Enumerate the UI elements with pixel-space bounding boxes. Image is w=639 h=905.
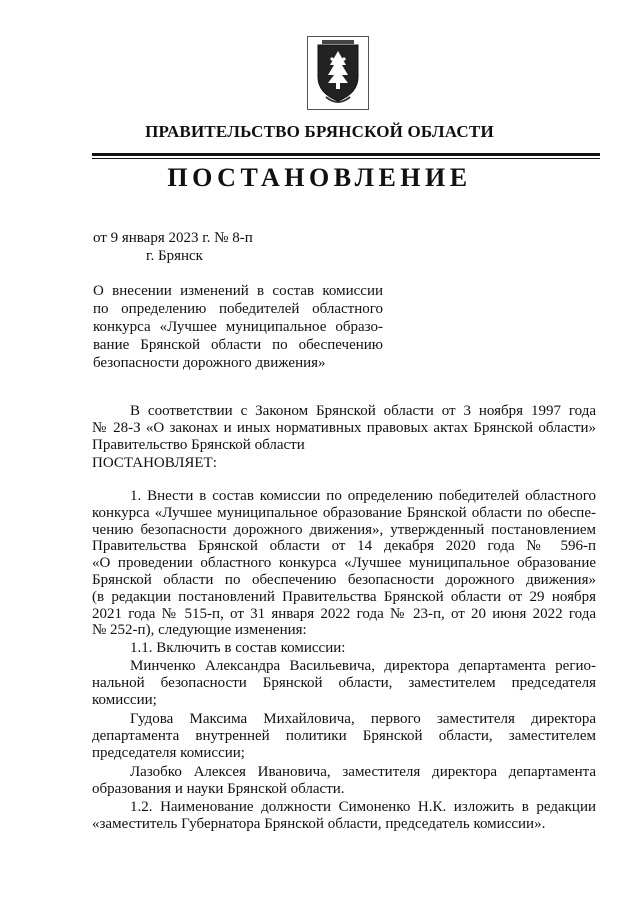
member-1-line: нальной безопасности Брянской области, заместителем председателя [92, 674, 596, 691]
item-1-1 [92, 640, 596, 657]
item-1 [92, 488, 596, 639]
item-1-line: Правительства Брянской области от 14 декабря 2020 года № 596-п [92, 538, 596, 555]
document-type-title: ПОСТАНОВЛЕНИЕ [167, 163, 472, 192]
member-1-line: Минченко Александра Васильевича, директора департамента регио- [130, 658, 596, 674]
item-1-2 [92, 799, 596, 833]
member-2-line: председателя комиссии; [92, 744, 245, 761]
item-1-line: «О проведении областного конкурса «Лучшее муниципальное образование [92, 555, 596, 572]
item-1-2-line: «заместитель Губернатора Брянской области, председатель комиссии». [92, 815, 546, 832]
commission-member-3 [92, 764, 596, 798]
preamble-line: № 28-З «О законах и иных нормативных правовых актах Брянской области» [92, 419, 596, 436]
document-date-number: от 9 января 2023 г. № 8-п [93, 230, 253, 246]
subject-line: вание Брянской области по обеспечению [93, 337, 383, 353]
subject-line: безопасности дорожного движения» [93, 355, 326, 371]
member-3-line: Лазобко Алексея Ивановича, заместителя директора департамента [130, 764, 596, 780]
member-1-line: комиссии; [92, 691, 157, 708]
header-divider-thick [92, 153, 600, 156]
item-1-line: 1. Внести в состав комиссии по определению победителей областного [130, 488, 596, 504]
preamble [92, 403, 596, 453]
item-1-line: чению безопасности дорожного движения», утвержденный постановлением [92, 521, 596, 538]
preamble-line: В соответствии с Законом Брянской области от 3 ноября 1997 года [130, 403, 596, 419]
subject-line: конкурса «Лучшее муниципальное образо- [93, 319, 383, 335]
member-2-line: Гудова Максима Михайловича, первого заместителя директора [130, 711, 596, 727]
resolves-heading: ПОСТАНОВЛЯЕТ: [92, 455, 217, 471]
document-subject [93, 282, 383, 372]
member-3-line: образования и науки Брянской области. [92, 780, 345, 797]
item-1-line: 2021 года № 515-п, от 31 января 2022 года № 23-п, от 20 июня 2022 года [92, 605, 596, 622]
commission-member-1 [92, 658, 596, 708]
commission-member-2 [92, 711, 596, 761]
header-divider-thin [92, 158, 600, 159]
item-1-line: Брянской области по обеспечению безопасности дорожного движения» [92, 571, 596, 588]
member-2-line: департамента внутренней политики Брянской области, заместителем [92, 727, 596, 744]
item-1-2-line: 1.2. Наименование должности Симоненко Н.К. изложить в редакции [130, 799, 596, 815]
item-1-line: (в редакции постановлений Правительства Брянской области от 29 ноября [92, 588, 596, 605]
subject-line: О внесении изменений в состав комиссии [93, 283, 383, 299]
preamble-line: Правительство Брянской области [92, 436, 305, 453]
item-1-line: конкурса «Лучшее муниципальное образование Брянской области по обеспе- [92, 504, 596, 521]
item-1-1-line: 1.1. Включить в состав комиссии: [130, 640, 346, 656]
bryansk-coat-of-arms-icon [307, 36, 369, 110]
document-city: г. Брянск [146, 248, 203, 264]
subject-line: по определению победителей областного [93, 301, 383, 317]
item-1-line: № 252-п), следующие изменения: [92, 622, 307, 639]
government-title: ПРАВИТЕЛЬСТВО БРЯНСКОЙ ОБЛАСТИ [145, 122, 494, 141]
